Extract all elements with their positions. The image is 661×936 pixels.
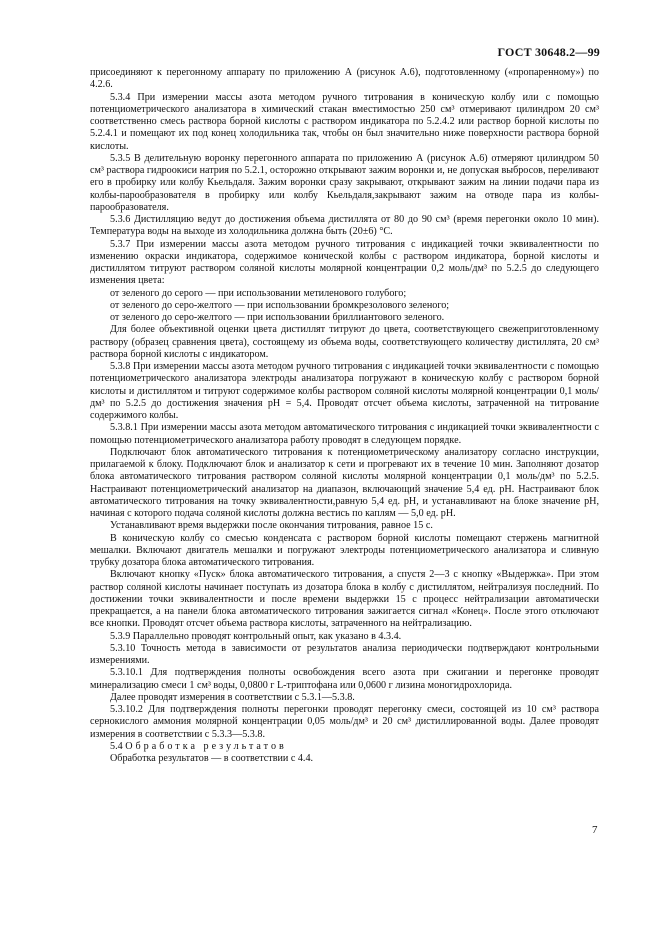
page-number: 7 bbox=[592, 824, 598, 836]
paragraph: Для более объективной оценки цвета дистиллят титруют до цвета, соответствующего свежеприготовленному раствору (образец сравнения цвета), состоящему из объема воды, соответствующего количеству дистиллята, 20 см³ раствора борной кислоты с индикатором. bbox=[90, 324, 599, 360]
paragraph: 5.3.10.1 Для подтверждения полноты освобождения всего азота при сжигании и перегонке проводят минерализацию смеси 1 см³ воды, 0,0800 г L-триптофана или 0,0600 г лизина моногидрохлорида. bbox=[90, 667, 599, 691]
paragraph: от зеленого до серого — при использовании метиленового голубого; bbox=[110, 287, 407, 299]
paragraph: от зеленого до серо-желтого — при использовании бриллиантового зеленого. bbox=[110, 312, 445, 323]
document-header: ГОСТ 30648.2—99 bbox=[497, 45, 600, 59]
paragraph: 5.3.9 Параллельно проводят контрольный опыт, как указано в 4.3.4. bbox=[110, 630, 402, 642]
paragraph: от зеленого до серо-желтого — при использовании бромкрезолового зеленого; bbox=[110, 299, 450, 311]
paragraph: 5.3.6 Дистилляцию ведут до достижения объема дистиллята от 80 до 90 см³ (время перегонки около 10 мин). Температура воды на выходе из холодильника должна быть (20±6) °С. bbox=[90, 214, 599, 238]
paragraph: 5.3.8 При измерении массы азота методом ручного титрования с индикацией точки эквивалентности с помощью потенциометрического анализатора электроды анализатора погружают в коническую колбу с раствором борной кислоты и дистиллятом и титруют содержимое колбы раствором соляной кислоты молярной концентрации 0,1 моль/дм³ по 5.2.5 до достижения значения рН = 5,4. Проводят отсчет объема кислоты, затраченной на титрование содержимого колбы. bbox=[90, 361, 599, 421]
paragraph: Далее проводят измерения в соответствии с 5.3.1—5.3.8. bbox=[110, 691, 355, 703]
paragraph: 5.3.10.2 Для подтверждения полноты перегонки проводят перегонку смеси, состоящей из 10 см³ раствора сернокислого аммония молярной концентрации 0,05 моль/дм³ и 20 см³ дистиллированной воды. Далее проводят измерения в соответствии с 5.3.3—5.3.8. bbox=[90, 704, 599, 740]
paragraph: Обработка результатов — в соответствии с 4.4. bbox=[110, 753, 314, 764]
paragraph: 5.3.4 При измерении массы азота методом ручного титрования в коническую колбу или с помощью потенциометрического анализатора в химический стакан вместимостью 250 см³ отмеривают цилиндром 20 см³ соответственно смесь раствора борной кислоты с раствором индикатора по 5.2.4.2 или раствор борной кислоты по 5.2.4.1 и помещают их под конец холодильника так, чтобы он был значительно ниже поверхности раствора борной кислоты. bbox=[90, 91, 599, 152]
paragraph: 5.3.10 Точность метода в зависимости от результатов анализа периодически подтверждают контрольными измерениями. bbox=[90, 642, 599, 666]
paragraph: 5.3.8.1 При измерении массы азота методом автоматического титрования с индикацией точки эквивалентности с помощью потенциометрического анализатора работу проводят в следующем порядке. bbox=[90, 422, 599, 446]
paragraph: Включают кнопку «Пуск» блока автоматического титрования, а спустя 2—3 с кнопку «Выдержка». При этом раствор соляной кислоты начинает поступать из дозатора блока в колбу с дистиллятом, нейтрализуя последний. По достижении точки эквивалентности и после времени выдержки 15 с процесс нейтрализации автоматически прекращается, а на панели блока автоматического титрования зажигается сигнал «Конец». После этого отключают все кнопки. Проводят отсчет объема раствора кислоты, затраченного на нейтрализацию. bbox=[90, 569, 599, 630]
document-body bbox=[90, 67, 599, 765]
section-number: 5.4 bbox=[110, 740, 123, 752]
paragraph: Подключают блок автоматического титрования к потенциометрическому анализатору согласно инструкции, прилагаемой к блоку. Подключают блок и анализатор к сети и прогревают их в течение 10 мин. Заполняют дозатор блока автоматического титрования раствором соляной кислоты молярной концентрации 0,1 моль/дм³ по 5.2.5. Настраивают потенциометрический анализатор на диапазон, включающий значение 5,4 ед. рН. Настраивают блок автоматического титрования на точку эквивалентности,равную 5,4 ед. рН, и устанавливают на блоке значение рН, начиная с которого подача соляной кислоты должна вестись по каплям — 5,0 ед. рН. bbox=[90, 446, 599, 519]
paragraph: 5.3.7 При измерении массы азота методом ручного титрования с индикацией точки эквивалентности по изменению окраски индикатора, содержимое конической колбы с раствором индикатора, борной кислоты и дистиллятом титруют раствором соляной кислоты молярной концентрации 0,2 моль/дм³ по 5.2.5 до следующего изменения цвета: bbox=[90, 238, 599, 287]
paragraph: присоединяют к перегонному аппарату по приложению А (рисунок А.6), подготовленному («пропаренному») по 4.2.6. bbox=[90, 67, 599, 91]
section-title: Обработка результатов bbox=[125, 740, 287, 752]
paragraph: В коническую колбу со смесью конденсата с раствором борной кислоты помещают стержень магнитной мешалки. Включают двигатель мешалки и погружают электроды потенциометрического анализатора и сливную трубку дозатора блока автоматического титрования. bbox=[90, 532, 599, 568]
paragraph: Устанавливают время выдержки после окончания титрования, равное 15 с. bbox=[110, 520, 433, 532]
paragraph: 5.3.5 В делительную воронку перегонного аппарата по приложению А (рисунок А.6) отмеряют цилиндром 50 см³ раствора гидроокиси натрия по 5.2.1, осторожно открывают зажим воронки и, не допуская выбросов, переливают его в пробирку или колбу Кьельдаля. Зажим воронки сразу закрывают, открывают зажим на линии подачи пара из колбы-парообразователя в пробирку или колбу Кьельдаля,закрывают зажим на отводе пара из колбы-парообразователя. bbox=[90, 152, 599, 213]
section-heading bbox=[90, 741, 599, 753]
